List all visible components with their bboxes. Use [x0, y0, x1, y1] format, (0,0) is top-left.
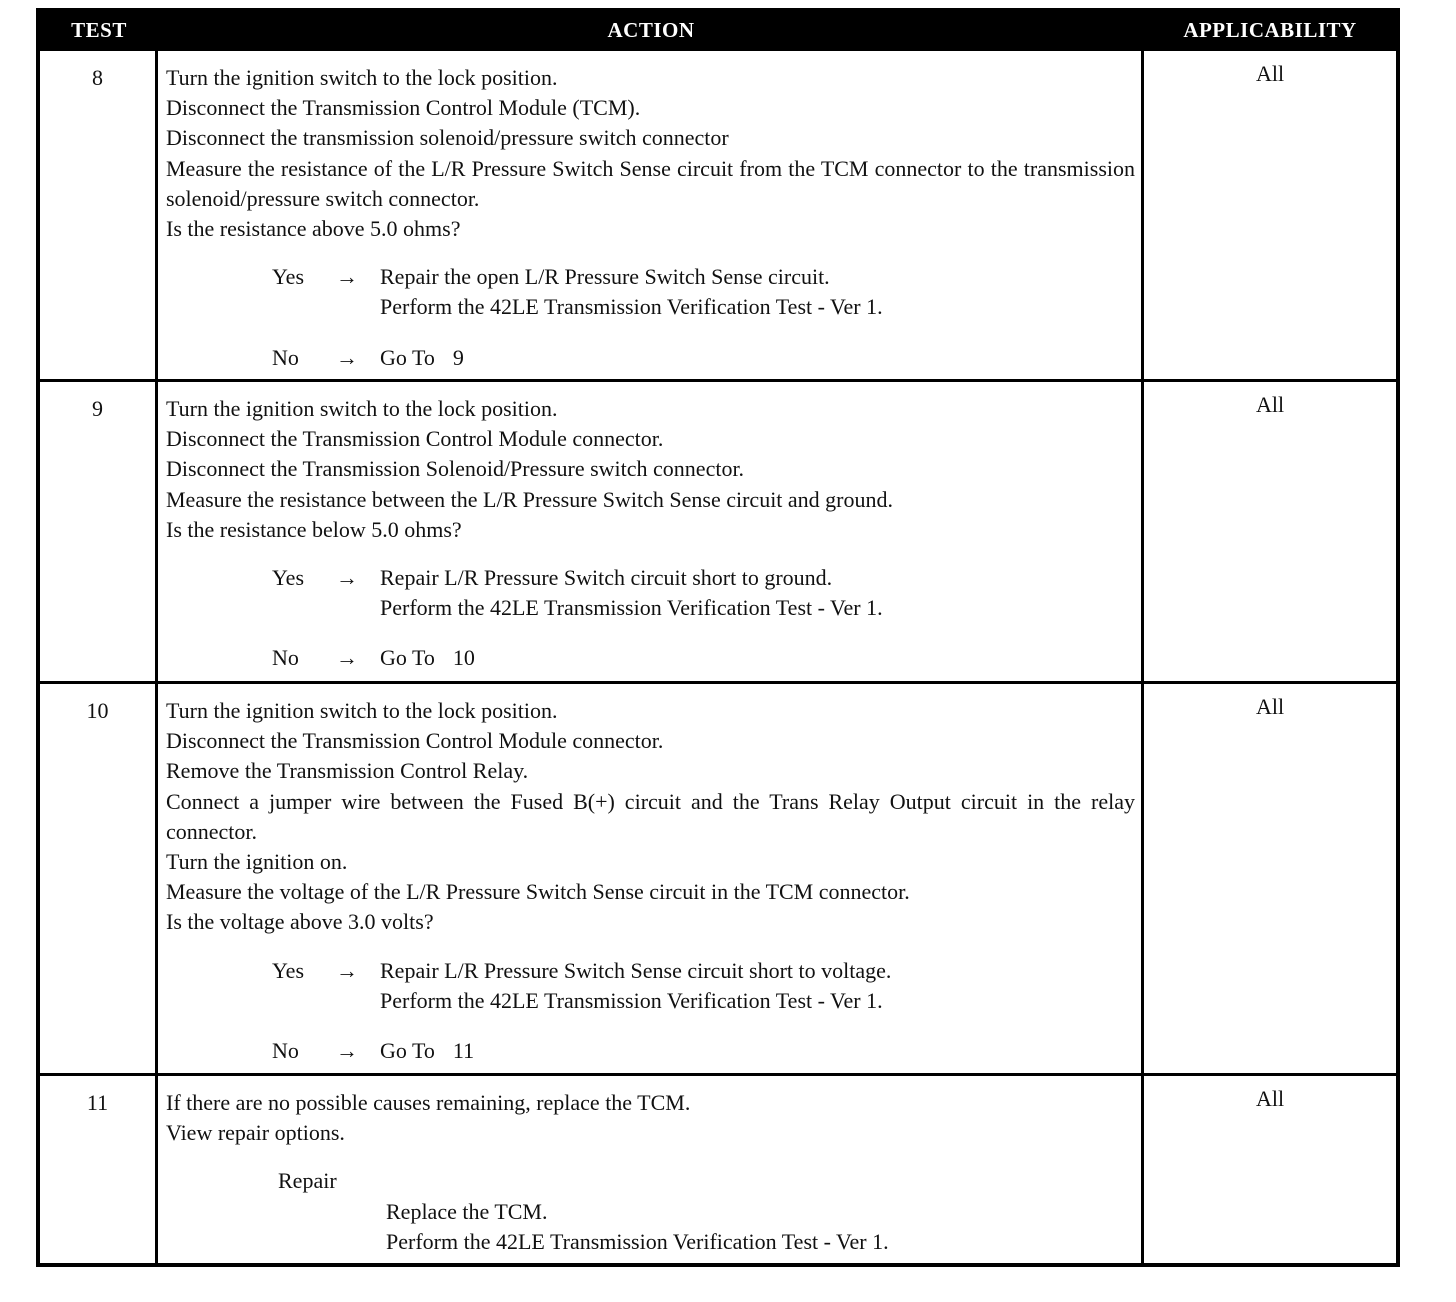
repair-label: Repair	[278, 1168, 337, 1194]
arrow-icon: →	[336, 645, 358, 671]
step-text: Disconnect the Transmission Control Module connector.	[166, 426, 664, 452]
step-text: Disconnect the transmission solenoid/pressure switch connector	[166, 125, 729, 151]
yes-label: Yes	[272, 565, 305, 591]
goto-text: Go To	[380, 645, 435, 671]
no-outcome	[166, 1036, 1135, 1066]
step-text: Disconnect the Transmission Control Module connector.	[166, 728, 664, 754]
action-cell	[158, 382, 1144, 681]
test-number: 10	[40, 684, 158, 1073]
applicability-cell: All	[1255, 392, 1285, 417]
yes-outcome	[166, 262, 1135, 322]
outcomes	[166, 262, 1135, 373]
action-cell	[158, 51, 1144, 379]
table-row-test-8	[40, 48, 1396, 379]
arrow-icon: →	[336, 264, 358, 290]
action-cell	[158, 684, 1144, 1073]
repair-instruction: Replace the TCM.	[386, 1198, 548, 1224]
outcomes	[166, 956, 1135, 1067]
goto-text: Go To	[380, 1038, 435, 1064]
yes-outcome	[166, 563, 1135, 623]
step-text: Turn the ignition switch to the lock position.	[166, 396, 558, 421]
header-action: ACTION	[607, 17, 695, 42]
goto-link[interactable]: 10	[452, 645, 475, 671]
table-header	[40, 12, 1396, 48]
yes-instruction: Repair L/R Pressure Switch Sense circuit short to voltage.	[380, 957, 892, 983]
repair-instruction: Perform the 42LE Transmission Verification Test - Ver 1.	[386, 1228, 889, 1254]
step-text: View repair options.	[166, 1120, 345, 1146]
step-text: Measure the voltage of the L/R Pressure Switch Sense circuit in the TCM connector.	[166, 879, 910, 905]
step-text: Disconnect the Transmission Solenoid/Pressure switch connector.	[166, 456, 745, 482]
step-text: Connect a jumper wire between the Fused B(+) circuit and the Trans Relay Output circuit in the relay connector.	[166, 788, 1135, 844]
test-number: 11	[40, 1076, 158, 1263]
goto-text: Go To	[380, 344, 435, 370]
yes-label: Yes	[272, 264, 305, 290]
applicability-cell: All	[1255, 61, 1285, 86]
no-outcome	[166, 343, 1135, 373]
test-number: 8	[40, 51, 158, 379]
yes-instruction: Perform the 42LE Transmission Verification Test - Ver 1.	[380, 294, 883, 320]
step-text: If there are no possible causes remaining, replace the TCM.	[166, 1090, 691, 1115]
goto-link[interactable]: 9	[452, 344, 464, 370]
yes-instruction: Repair the open L/R Pressure Switch Sense circuit.	[380, 264, 830, 290]
table-row-test-10	[40, 681, 1396, 1073]
test-number: 9	[40, 382, 158, 681]
step-text: Turn the ignition switch to the lock position.	[166, 698, 558, 723]
yes-instruction: Repair L/R Pressure Switch circuit short to ground.	[380, 565, 833, 591]
step-text: Remove the Transmission Control Relay.	[166, 758, 529, 784]
yes-label: Yes	[272, 957, 305, 983]
arrow-icon: →	[336, 344, 358, 370]
applicability-cell: All	[1255, 1086, 1285, 1111]
table-row-test-9	[40, 379, 1396, 681]
step-text: Is the resistance below 5.0 ohms?	[166, 516, 462, 542]
no-label: No	[272, 645, 299, 671]
action-cell	[158, 1076, 1144, 1263]
yes-outcome	[166, 956, 1135, 1016]
goto-link[interactable]: 11	[452, 1038, 475, 1064]
yes-instruction: Perform the 42LE Transmission Verification Test - Ver 1.	[380, 595, 883, 621]
applicability-cell: All	[1255, 694, 1285, 719]
step-text: Measure the resistance of the L/R Pressure Switch Sense circuit from the TCM connector to the transmission solenoid/pressure switch connector.	[166, 155, 1135, 211]
yes-instruction: Perform the 42LE Transmission Verification Test - Ver 1.	[380, 987, 883, 1013]
step-text: Turn the ignition switch to the lock position.	[166, 65, 558, 90]
no-label: No	[272, 344, 299, 370]
step-text: Disconnect the Transmission Control Module (TCM).	[166, 95, 641, 121]
step-text: Is the resistance above 5.0 ohms?	[166, 216, 461, 242]
table-row-test-11	[40, 1073, 1396, 1263]
outcomes	[166, 563, 1135, 674]
step-text: Turn the ignition on.	[166, 849, 348, 875]
diagnostic-test-table	[36, 8, 1400, 1267]
step-text: Measure the resistance between the L/R Pressure Switch Sense circuit and ground.	[166, 486, 894, 512]
arrow-icon: →	[336, 957, 358, 983]
no-outcome	[166, 643, 1135, 673]
arrow-icon: →	[336, 565, 358, 591]
header-test: TEST	[71, 17, 127, 42]
step-text: Is the voltage above 3.0 volts?	[166, 909, 434, 935]
header-applicability: APPLICABILITY	[1183, 17, 1357, 42]
no-label: No	[272, 1038, 299, 1064]
arrow-icon: →	[336, 1038, 358, 1064]
